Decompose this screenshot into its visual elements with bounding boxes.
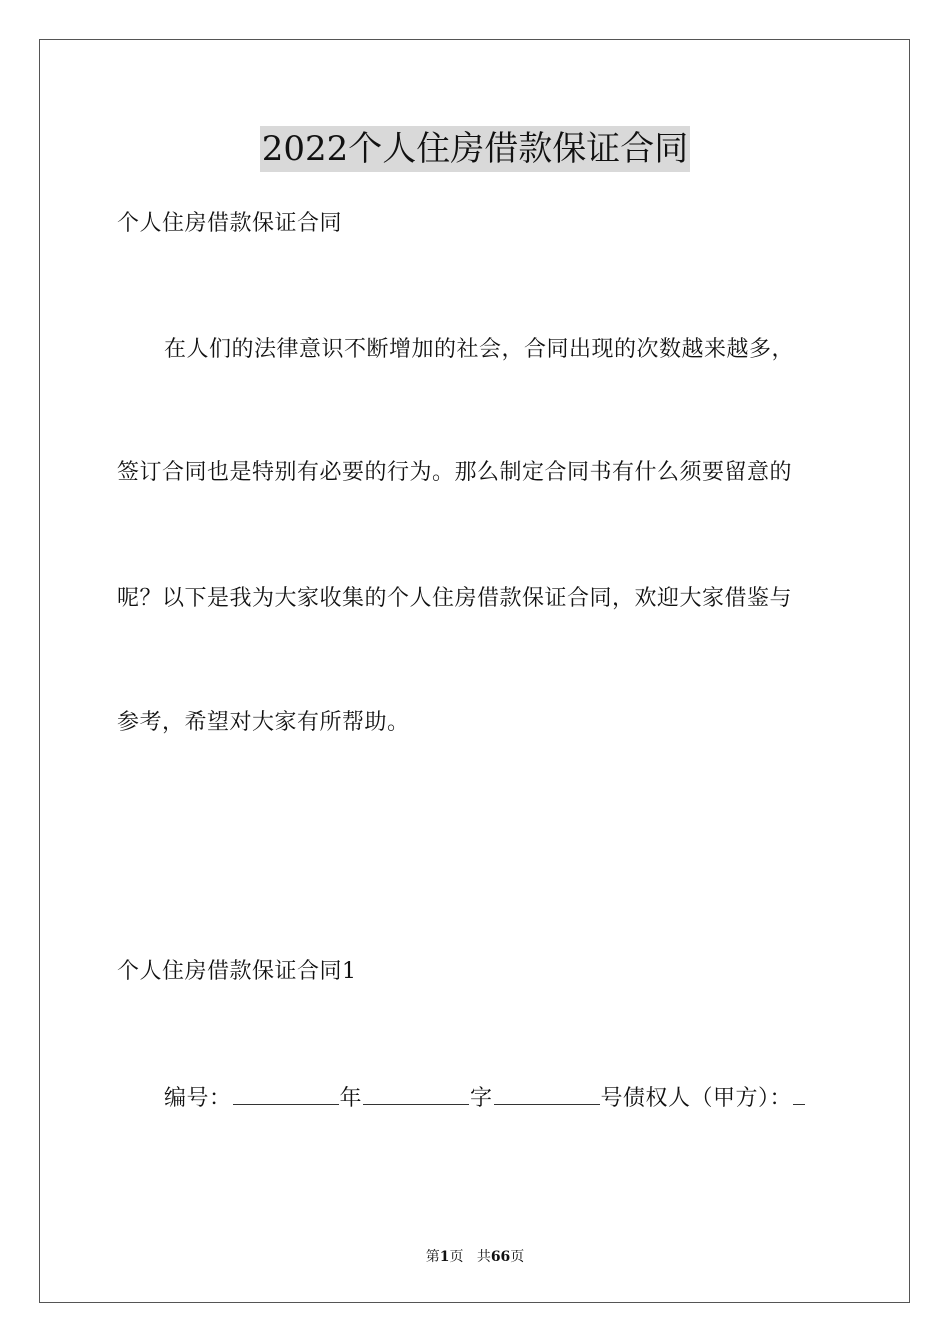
number-label: 编号： xyxy=(164,1086,232,1111)
contract-number-line xyxy=(164,1082,806,1114)
number-blank-3[interactable] xyxy=(494,1082,600,1105)
footer-prefix: 第 xyxy=(425,1249,440,1265)
footer-total-suffix: 页 xyxy=(510,1249,525,1265)
intro-line-2: 签订合同也是特别有必要的行为。那么制定合同书有什么须要留意的 xyxy=(117,460,793,485)
intro-line-4: 参考，希望对大家有所帮助。 xyxy=(117,710,410,735)
document-title xyxy=(0,126,950,172)
document-subtitle: 个人住房借款保证合同 xyxy=(117,211,343,236)
intro-line-1: 在人们的法律意识不断增加的社会，合同出现的次数越来越多， xyxy=(164,337,795,362)
char-label: 字 xyxy=(470,1086,493,1111)
page-footer xyxy=(0,1247,950,1267)
creditor-label: 号债权人（甲方）： xyxy=(600,1086,793,1111)
year-label: 年 xyxy=(339,1086,363,1111)
creditor-blank[interactable] xyxy=(793,1082,805,1105)
document-title-text: 2022个人住房借款保证合同 xyxy=(260,126,691,172)
number-blank-1[interactable] xyxy=(233,1082,339,1105)
footer-current-page: 1 xyxy=(439,1249,450,1265)
footer-total-prefix: 共 xyxy=(476,1249,491,1265)
footer-page-word: 页 xyxy=(449,1249,464,1265)
number-blank-2[interactable] xyxy=(363,1082,469,1105)
intro-line-3: 呢？以下是我为大家收集的个人住房借款保证合同，欢迎大家借鉴与 xyxy=(117,586,793,611)
footer-total-pages: 66 xyxy=(490,1249,511,1265)
section-heading: 个人住房借款保证合同1 xyxy=(117,959,357,984)
